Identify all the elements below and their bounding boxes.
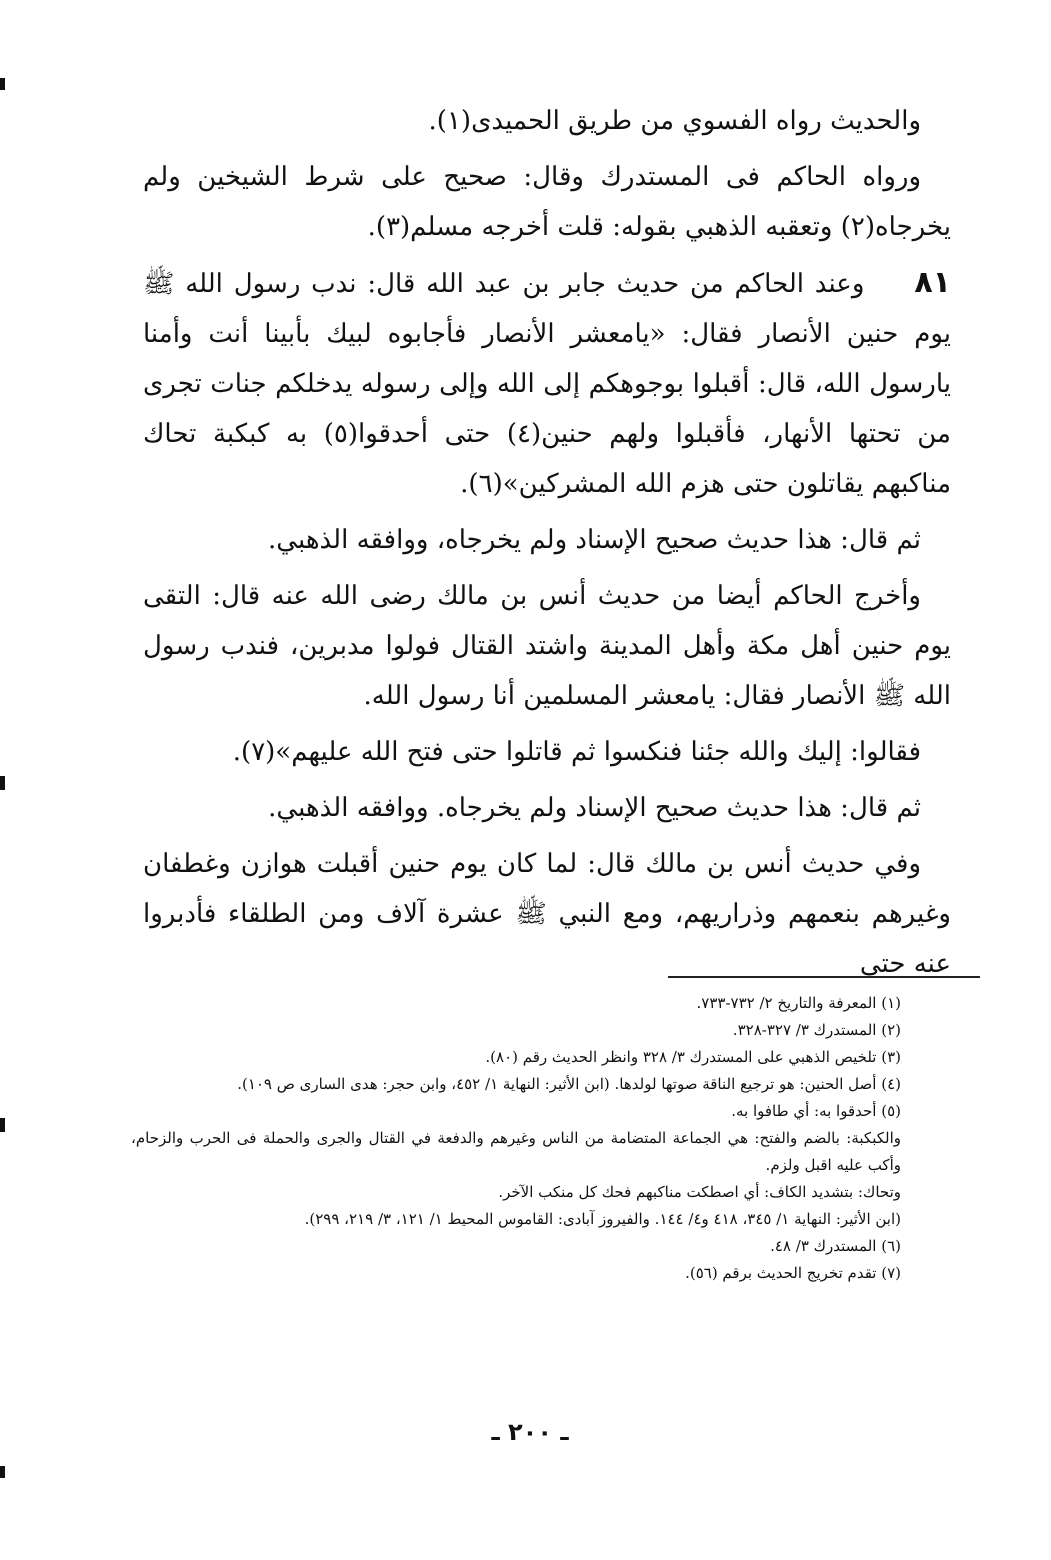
footnote: والكبكبة: بالضم والفتح: هي الجماعة المتضامة من الناس وغيرهم والدفعة في القتال والجرى والحملة فى الحرب والزحام، وأكب عليه اقبل ولزم. bbox=[131, 1129, 901, 1174]
footnote: (ابن الأثير: النهاية ١/ ٣٤٥، ٤١٨ و٤/ ١٤٤. والفيروز آبادى: القاموس المحيط ١/ ١٢١، ٣/ ٢١٩، ٢٩٩). bbox=[304, 1210, 901, 1228]
footnotes bbox=[131, 990, 901, 1287]
paragraph: وفي حديث أنس بن مالك قال: لما كان يوم حنين أقبلت هوازن وغطفان وغيرهم بنعمهم وذراريهم، ومع النبي ﷺ عشرة آلاف ومن الطلقاء فأدبروا عنه حتى bbox=[143, 849, 951, 979]
scan-edge-mark bbox=[0, 776, 5, 790]
footnote: (٦) المستدرك ٣/ ٤٨. bbox=[770, 1237, 901, 1255]
footnote: وتحاك: بتشديد الكاف: أي اصطكت مناكبهم فحك كل منكب الآخر. bbox=[498, 1183, 901, 1201]
footnote: (٣) تلخيص الذهبي على المستدرك ٣/ ٣٢٨ وانظر الحديث رقم (٨٠). bbox=[485, 1048, 901, 1066]
paragraph-text: وعند الحاكم من حديث جابر بن عبد الله قال: ندب رسول الله ﷺ يوم حنين الأنصار فقال: «يامعشر الأنصار فأجابوه لبيك بأبينا أنت وأمنا يارسول الله، قال: أقبلوا بوجوهكم إلى الله وإلى رسوله يدخلكم جنات تجرى من تحتها الأنهار، فأقبلوا ولهم حنين(٤) حتى أحدقوا(٥) به كبكبة تحاك مناكبهم يقاتلون حتى هزم الله المشركين»(٦). bbox=[143, 269, 951, 499]
footnote: (٧) تقدم تخريج الحديث برقم (٥٦). bbox=[685, 1264, 901, 1282]
page-number: ـ ٢٠٠ ـ bbox=[491, 1418, 569, 1446]
paragraph: ثم قال: هذا حديث صحيح الإسناد ولم يخرجاه. ووافقه الذهبي. bbox=[268, 793, 921, 823]
footnote: (١) المعرفة والتاريخ ٢/ ٧٣٢-٧٣٣. bbox=[696, 994, 901, 1012]
scan-edge-mark bbox=[0, 1466, 5, 1478]
scan-edge-mark bbox=[0, 1118, 5, 1132]
footnote-divider bbox=[668, 976, 980, 978]
footnote: (٤) أصل الحنين: هو ترجيع الناقة صوتها لولدها. (ابن الأثير: النهاية ١/ ٤٥٢، وابن حجر: هدى السارى ص ١٠٩). bbox=[237, 1075, 901, 1093]
paragraph: ورواه الحاكم فى المستدرك وقال: صحيح على شرط الشيخين ولم يخرجاه(٢) وتعقبه الذهبي بقوله: قلت أخرجه مسلم(٣). bbox=[143, 162, 951, 242]
footnote: (٢) المستدرك ٣/ ٣٢٧-٣٢٨. bbox=[732, 1021, 901, 1039]
footnote: (٥) أحدقوا به: أي طافوا به. bbox=[731, 1102, 901, 1120]
paragraph: ثم قال: هذا حديث صحيح الإسناد ولم يخرجاه، ووافقه الذهبي. bbox=[268, 525, 921, 555]
hadith-number: ٨١ bbox=[914, 265, 951, 300]
paragraph: وأخرج الحاكم أيضا من حديث أنس بن مالك رضى الله عنه قال: التقى يوم حنين أهل مكة وأهل المدينة واشتد القتال فولوا مدبرين، فندب رسول الله ﷺ الأنصار فقال: يامعشر المسلمين أنا رسول الله. bbox=[143, 581, 951, 711]
paragraph: فقالوا: إليك والله جئنا فنكسوا ثم قاتلوا حتى فتح الله عليهم»(٧). bbox=[232, 737, 921, 767]
scan-edge-mark bbox=[0, 78, 5, 90]
main-text bbox=[143, 96, 951, 989]
paragraph-with-number bbox=[143, 258, 951, 509]
paragraph: والحديث رواه الفسوي من طريق الحميدى(١). bbox=[428, 106, 921, 136]
